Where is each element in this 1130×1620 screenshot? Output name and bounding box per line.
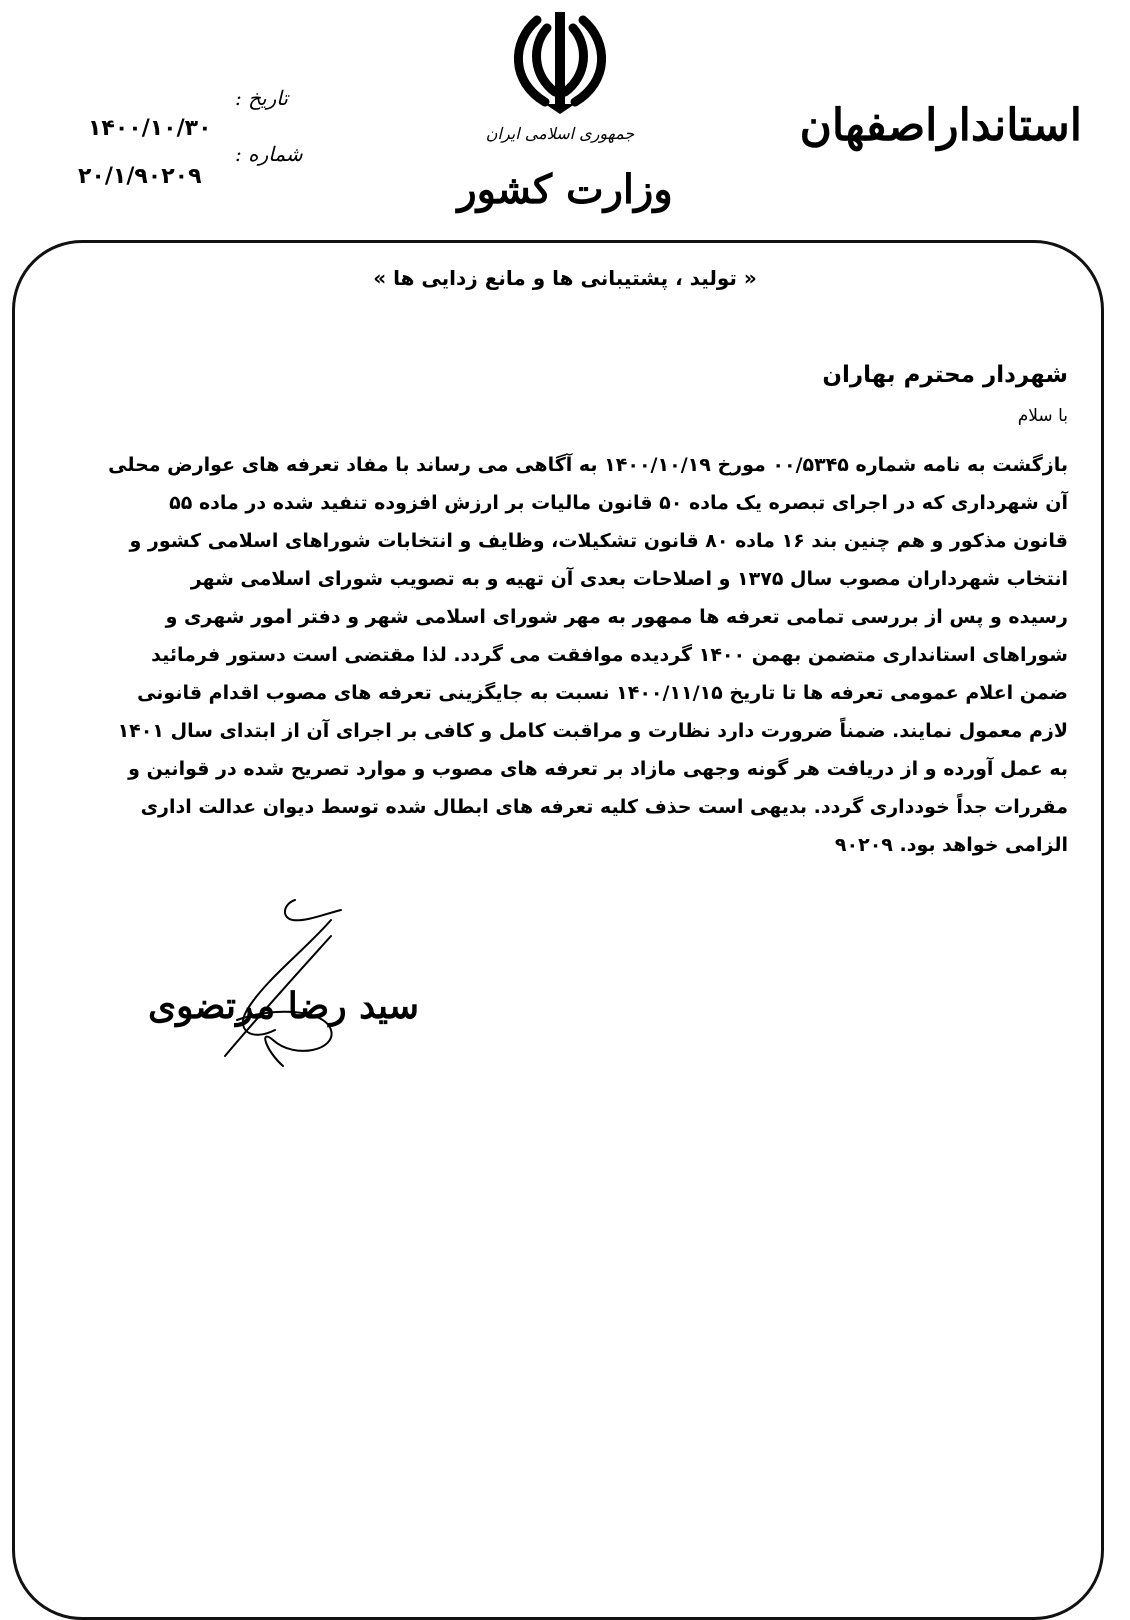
body-line: شوراهای استانداری متضمن بهمن ۱۴۰۰ گردیده موافقت می گردد. لذا مقتضی است دستور فرمائید: [151, 644, 1068, 666]
republic-caption: جمهوری اسلامی ایران: [485, 124, 635, 143]
body-line: مقررات جداً خودداری گردد. بدیهی است حذف کلیه تعرفه های ابطال شده توسط دیوان عدالت اداری: [140, 796, 1068, 818]
letterhead: [0, 0, 1130, 240]
signer-name: سید رضا مرتضوی: [148, 985, 420, 1027]
body-line: الزامی خواهد بود. ۹۰۲۰۹: [834, 834, 1068, 856]
letter-body: [60, 446, 1068, 864]
number-value: ۲۰/۱/۹۰۲۰۹: [78, 164, 202, 189]
body-line: ضمن اعلام عمومی تعرفه ها تا تاریخ ۱۴۰۰/۱۱/۱۵ نسبت به جایگزینی تعرفه های مصوب اقدام قانونی: [137, 682, 1068, 704]
body-line: به عمل آورده و از دریافت هر گونه وجهی مازاد بر تعرفه های مصوب و موارد تصریح شده در قوانین و: [128, 758, 1068, 780]
body-line: رسیده و پس از بررسی تمامی تعرفه ها ممهور به مهر شورای اسلامی شهر و دفتر امور شهری و: [165, 606, 1068, 628]
office-name: استانداراصفهان: [799, 100, 1082, 151]
body-line: قانون مذکور و هم چنین بند ۱۶ ماده ۸۰ قانون تشکیلات، وظایف و انتخابات شوراهای اسلامی کشور و: [129, 530, 1068, 552]
body-line: آن شهرداری که در اجرای تبصره یک ماده ۵۰ قانون مالیات بر ارزش افزوده تنفید شده در ماده ۵۵: [169, 492, 1068, 514]
greeting: با سلام: [1017, 406, 1068, 426]
number-label: شماره :: [235, 142, 303, 166]
body-line: لازم معمول نمایند. ضمناً ضرورت دارد نظارت و مراقبت کامل و کافی بر اجرای آن از ابتدای سال ۱۴۰۱: [117, 720, 1068, 742]
iran-emblem-icon: [497, 6, 623, 116]
slogan: « تولید ، پشتیبانی ها و مانع زدایی ها »: [373, 266, 757, 290]
recipient: شهردار محترم بهاران: [822, 362, 1068, 388]
ministry-name: وزارت کشور: [457, 166, 673, 213]
date-label: تاریخ :: [235, 86, 288, 110]
date-value: ۱۴۰۰/۱۰/۳۰: [88, 116, 212, 141]
handwritten-signature-icon: [155, 880, 395, 1080]
body-line: بازگشت به نامه شماره ۰۰/۵۳۴۵ مورخ ۱۴۰۰/۱۰/۱۹ به آگاهی می رساند با مفاد تعرفه های عوارض محلی: [108, 454, 1068, 476]
body-line: انتخاب شهرداران مصوب سال ۱۳۷۵ و اصلاحات بعدی آن تهیه و به تصویب شورای اسلامی شهر: [190, 568, 1068, 590]
